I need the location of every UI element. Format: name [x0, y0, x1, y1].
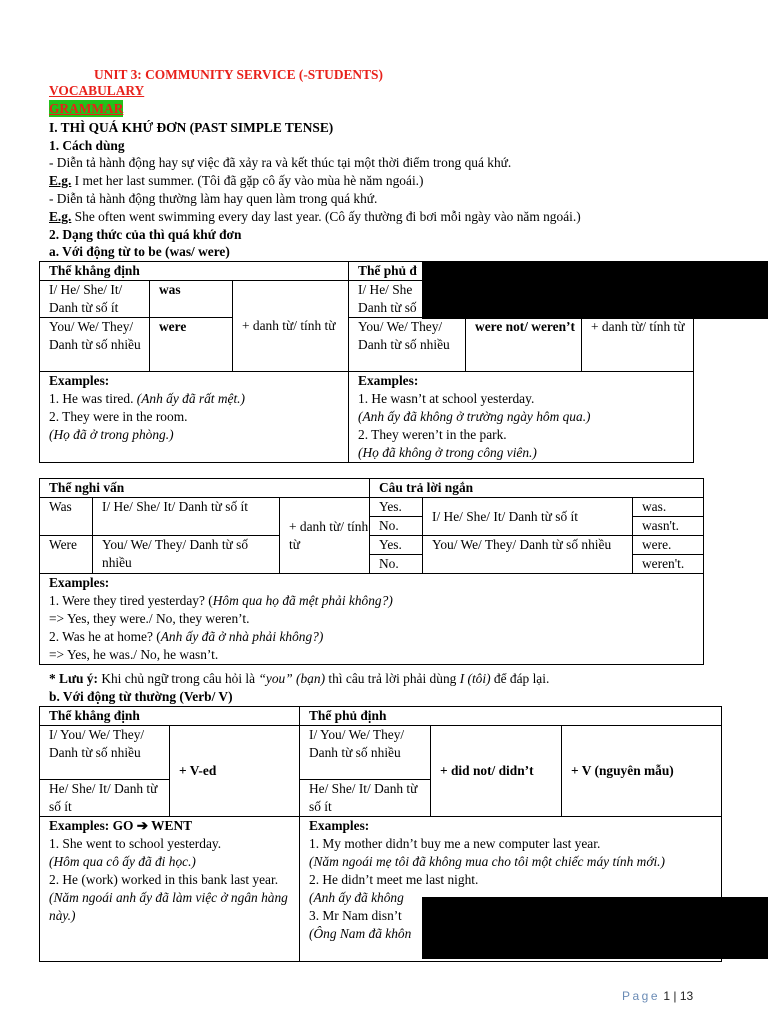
verb-neg-example-1: 1. My mother didn’t buy me a new computer last year. — [309, 836, 601, 851]
ans-wasnt: wasn't. — [633, 517, 704, 536]
ans-yes-2: Yes. — [370, 536, 423, 555]
aff-complement — [233, 281, 349, 372]
verb-neg-example-2: 2. He didn’t meet me last night. — [309, 872, 479, 887]
verb-aff-example-1: 1. She went to school yesterday. — [49, 836, 222, 851]
aff-example-2: 2. They were in the room. — [49, 409, 188, 424]
header-verb-affirmative: Thể khẳng định — [40, 707, 300, 726]
neg-examples — [349, 372, 694, 463]
example-text-1: I met her last summer. (Tôi đã gặp cô ấy vào mùa hè năm ngoái.) — [71, 173, 424, 188]
neg-examples-title: Examples: — [358, 373, 419, 388]
verb-neg-example-1-vi: (Năm ngoái mẹ tôi đã không mua cho tôi một chiếc máy tính mới.) — [309, 854, 665, 869]
ans-subject-singular: I/ He/ She/ It/ Danh từ số ít — [423, 498, 633, 536]
neg-subject-singular-line-1: I/ He/ She — [358, 282, 413, 297]
question-example-2-en: 2. Was he at home? ( — [49, 629, 161, 644]
question-example-1-answer: => Yes, they were./ No, they weren’t. — [49, 611, 250, 626]
neg-example-2-vi: (Họ đã không ở trong công viên.) — [358, 445, 537, 460]
ans-werent: weren't. — [633, 555, 704, 574]
question-example-2-answer: => Yes, he was./ No, he wasn’t. — [49, 647, 219, 662]
note-you: “you” (bạn) — [258, 671, 326, 686]
verb-title: b. Với động từ thường (Verb/ V) — [49, 689, 233, 704]
q-subject-plural: You/ We/ They/ Danh từ số nhiều — [93, 536, 280, 574]
q-was: Was — [40, 498, 93, 536]
page-number: 1 | — [660, 989, 680, 1003]
question-example-1 — [49, 592, 703, 610]
note-label: * Lưu ý: — [49, 671, 98, 686]
neg-complement: + danh từ/ tính từ — [582, 318, 694, 372]
question-example-2 — [49, 628, 703, 646]
verb-aff-example-1-vi: (Hôm qua cô ấy đã đi học.) — [49, 854, 196, 869]
aff-example-2-vi: (Họ đã ở trong phòng.) — [49, 427, 174, 442]
ans-no-1: No. — [370, 517, 423, 536]
verb-neg-example-3-vi: (Ông Nam đã khôn — [309, 926, 412, 941]
neg-subject-plural: You/ We/ They/ Danh từ số nhiều — [349, 318, 466, 372]
verb-aff-ved: + V-ed — [170, 726, 300, 817]
usage-line-1: - Diễn tả hành động hay sự việc đã xảy ra và kết thúc tại một thời điểm trong quá khứ. — [49, 155, 512, 170]
note-text-1: Khi chủ ngữ trong câu hỏi là — [97, 671, 259, 686]
eg-label: E.g. — [49, 173, 72, 188]
verb-neg-subject-singular: He/ She/ It/ Danh từ số ít — [300, 780, 431, 817]
header-short-answer: Câu trả lời ngắn — [370, 479, 704, 498]
redaction-block-bottom — [422, 897, 768, 959]
ans-no-2: No. — [370, 555, 423, 574]
note-line — [49, 670, 549, 688]
question-example-2-vi: Anh ấy đã ở nhà phải không?) — [160, 629, 324, 644]
question-example-1-en: 1. Were they tired yesterday? ( — [49, 593, 213, 608]
example-text-2: She often went swimming every day last year. (Cô ấy thường đi bơi mỗi ngày vào năm ngoái.) — [71, 209, 581, 224]
page-total: 13 — [679, 989, 694, 1003]
aff-subject-plural: You/ We/ They/ Danh từ số nhiều — [40, 318, 150, 372]
aff-verb-was: was — [150, 281, 233, 318]
ans-were: were. — [633, 536, 704, 555]
header-verb-negative: Thể phủ định — [300, 707, 722, 726]
verb-neg-examples-title: Examples: — [309, 818, 370, 833]
verb-aff-example-2: 2. He (work) worked in this bank last year. — [49, 872, 279, 887]
aff-example-1 — [49, 390, 348, 408]
note-text-2: thì câu trả lời phải dùng — [325, 671, 460, 686]
ans-subject-plural: You/ We/ They/ Danh từ số nhiều — [423, 536, 633, 574]
verb-aff-examples — [40, 817, 300, 962]
verb-neg-subject-plural: I/ You/ We/ They/ Danh từ số nhiều — [300, 726, 431, 780]
verb-aff-examples-go: Examples: GO — [49, 818, 137, 833]
verb-neg-infinitive: + V (nguyên mẫu) — [562, 726, 722, 817]
example-line-2 — [49, 208, 581, 226]
forms-title: 2. Dạng thức của thì quá khứ đơn — [49, 227, 242, 242]
tobe-question-table — [39, 478, 704, 665]
verb-aff-examples-went: WENT — [148, 818, 193, 833]
verb-neg-did-not: + did not/ didn’t — [431, 726, 562, 817]
header-affirmative: Thể khẳng định — [40, 262, 349, 281]
verb-aff-examples-title — [49, 817, 299, 835]
aff-example-1-vi: (Anh ấy đã rất mệt.) — [136, 391, 245, 406]
aff-examples-title: Examples: — [49, 373, 110, 388]
note-text-3: để đáp lại. — [490, 671, 550, 686]
aff-complement-text: + danh từ/ tính từ — [242, 318, 336, 333]
q-subject-singular: I/ He/ She/ It/ Danh từ số ít — [93, 498, 280, 536]
verb-aff-example-2-vi: (Năm ngoái anh ấy đã làm việc ở ngân hàng này.) — [49, 890, 288, 923]
neg-example-1-vi: (Anh ấy đã không ở trường ngày hôm qua.) — [358, 409, 591, 424]
ans-was: was. — [633, 498, 704, 517]
aff-examples — [40, 372, 349, 463]
header-negative: Thể phủ đ — [349, 262, 694, 281]
header-question: Thể nghi vấn — [40, 479, 370, 498]
usage-title: 1. Cách dùng — [49, 138, 125, 153]
arrow-right-icon: ➔ — [136, 818, 149, 833]
usage-line-2: - Diễn tả hành động thường làm hay quen làm trong quá khứ. — [49, 191, 378, 206]
unit-title: UNIT 3: COMMUNITY SERVICE (-STUDENTS) — [94, 67, 383, 82]
aff-subject-singular: I/ He/ She/ It/ Danh từ số ít — [40, 281, 150, 318]
neg-example-1: 1. He wasn’t at school yesterday. — [358, 391, 535, 406]
example-line-1 — [49, 172, 423, 190]
aff-verb-were: were — [150, 318, 233, 372]
neg-example-2: 2. They weren’t in the park. — [358, 427, 507, 442]
vocabulary-heading: VOCABULARY — [49, 83, 145, 98]
page-footer — [622, 987, 693, 1005]
verb-aff-subject-plural: I/ You/ We/ They/ Danh từ số nhiều — [40, 726, 170, 780]
section-title: I. THÌ QUÁ KHỨ ĐƠN (PAST SIMPLE TENSE) — [49, 120, 334, 135]
q-were: Were — [40, 536, 93, 574]
note-toi: I (tôi) — [459, 671, 491, 686]
verb-neg-example-3: 3. Mr Nam disn’t — [309, 908, 402, 923]
eg-label: E.g. — [49, 209, 72, 224]
aff-example-1-en: 1. He was tired. — [49, 391, 137, 406]
verb-aff-subject-singular: He/ She/ It/ Danh từ số ít — [40, 780, 170, 817]
neg-subject-singular-line-2: Danh từ số — [358, 300, 417, 315]
question-examples — [40, 574, 704, 665]
neg-verb-were-not: were not/ weren’t — [466, 318, 582, 372]
redaction-block-top — [422, 261, 768, 319]
verb-neg-example-2-vi: (Anh ấy đã không — [309, 890, 404, 905]
tobe-title: a. Với động từ to be (was/ were) — [49, 244, 230, 259]
page-word: Page — [622, 989, 661, 1003]
question-examples-title: Examples: — [49, 575, 110, 590]
question-example-1-vi: Hôm qua họ đã mệt phải không?) — [212, 593, 393, 608]
grammar-heading: GRAMMAR — [49, 101, 124, 116]
q-complement: + danh từ/ tính từ — [280, 498, 370, 574]
ans-yes-1: Yes. — [370, 498, 423, 517]
